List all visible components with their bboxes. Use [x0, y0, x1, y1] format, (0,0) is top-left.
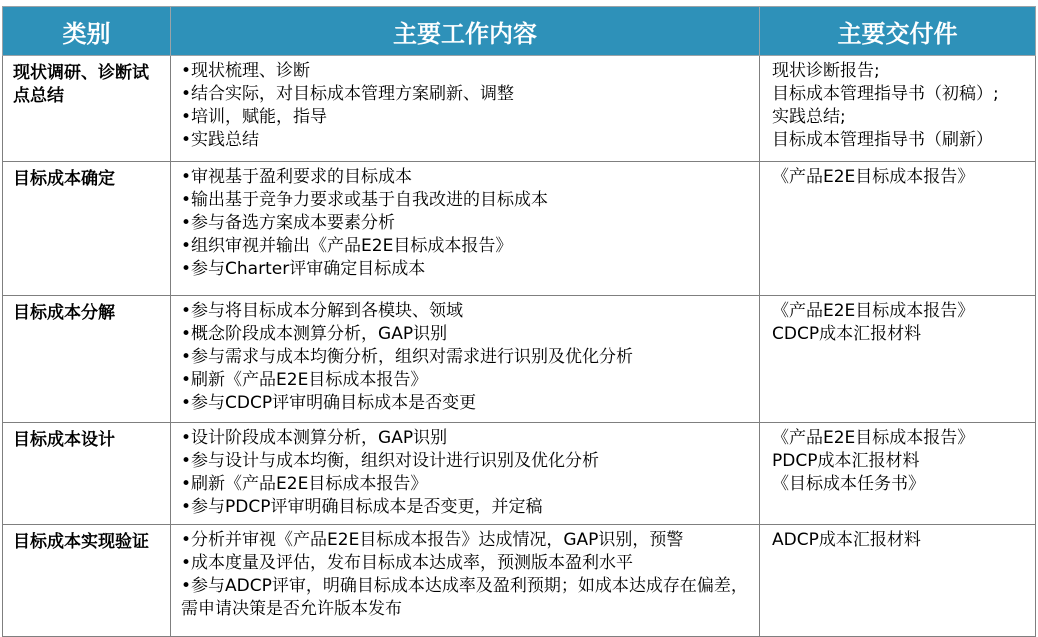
table-row — [3, 162, 1036, 296]
table-row — [3, 296, 1036, 423]
work-item: •刷新《产品E2E目标成本报告》 — [181, 474, 428, 494]
work-item: •分析并审视《产品E2E目标成本报告》达成情况，GAP识别，预警 — [181, 530, 684, 550]
work-content-table — [2, 6, 1036, 637]
deliverable-item: ADCP成本汇报材料 — [772, 530, 921, 550]
row-category: 目标成本确定 — [3, 162, 171, 296]
deliverable-item: CDCP成本汇报材料 — [772, 324, 922, 344]
deliverable-item: 实践总结; — [772, 107, 846, 127]
row-deliverables — [760, 56, 1036, 162]
work-item: •成本度量及评估，发布目标成本达成率，预测版本盈利水平 — [181, 553, 634, 573]
row-work — [171, 423, 760, 525]
work-item: •参与CDCP评审明确目标成本是否变更 — [181, 393, 477, 413]
row-deliverables — [760, 423, 1036, 525]
deliverable-item: 《产品E2E目标成本报告》 — [772, 167, 975, 187]
table-row — [3, 56, 1036, 162]
row-category: 目标成本分解 — [3, 296, 171, 423]
header-deliverables: 主要交付件 — [760, 7, 1036, 56]
deliverable-item: 《产品E2E目标成本报告》 — [772, 428, 975, 448]
work-item: •参与需求与成本均衡分析，组织对需求进行识别及优化分析 — [181, 347, 634, 367]
work-item: •实践总结 — [181, 130, 260, 150]
work-item: •现状梳理、诊断 — [181, 61, 311, 81]
table-row — [3, 423, 1036, 525]
work-item: •设计阶段成本测算分析，GAP识别 — [181, 428, 448, 448]
work-item: •参与Charter评审确定目标成本 — [181, 259, 426, 279]
row-work — [171, 296, 760, 423]
work-item: •组织审视并输出《产品E2E目标成本报告》 — [181, 236, 513, 256]
header-main-work: 主要工作内容 — [171, 7, 760, 56]
work-item: •参与备选方案成本要素分析 — [181, 213, 396, 233]
work-item: •刷新《产品E2E目标成本报告》 — [181, 370, 428, 390]
work-item: •概念阶段成本测算分析，GAP识别 — [181, 324, 448, 344]
work-item: •参与ADCP评审，明确目标成本达成率及盈利预期；如成本达成存在偏差，需申请决策是否允许版本发布 — [181, 576, 748, 619]
deliverable-item: PDCP成本汇报材料 — [772, 451, 920, 471]
deliverable-item: 《目标成本任务书》 — [772, 474, 925, 494]
work-item: •参与PDCP评审明确目标成本是否变更，并定稿 — [181, 497, 543, 517]
work-item: •结合实际，对目标成本管理方案刷新、调整 — [181, 84, 515, 104]
row-work — [171, 162, 760, 296]
work-item: •参与设计与成本均衡，组织对设计进行识别及优化分析 — [181, 451, 600, 471]
work-item: •参与将目标成本分解到各模块、领域 — [181, 301, 464, 321]
work-item: •输出基于竞争力要求或基于自我改进的目标成本 — [181, 190, 549, 210]
header-category: 类别 — [3, 7, 171, 56]
row-deliverables — [760, 162, 1036, 296]
work-item: •培训，赋能，指导 — [181, 107, 328, 127]
work-item: •审视基于盈利要求的目标成本 — [181, 167, 413, 187]
row-category: 目标成本实现验证 — [3, 525, 171, 637]
row-category: 现状调研、诊断试点总结 — [3, 56, 171, 162]
deliverable-item: 目标成本管理指导书（初稿）; — [772, 84, 999, 104]
deliverable-item: 《产品E2E目标成本报告》 — [772, 301, 975, 321]
deliverable-item: 目标成本管理指导书（刷新） — [772, 130, 993, 150]
deliverable-item: 现状诊断报告; — [772, 61, 880, 81]
row-category: 目标成本设计 — [3, 423, 171, 525]
header-row — [3, 7, 1036, 56]
row-work — [171, 56, 760, 162]
row-deliverables — [760, 296, 1036, 423]
